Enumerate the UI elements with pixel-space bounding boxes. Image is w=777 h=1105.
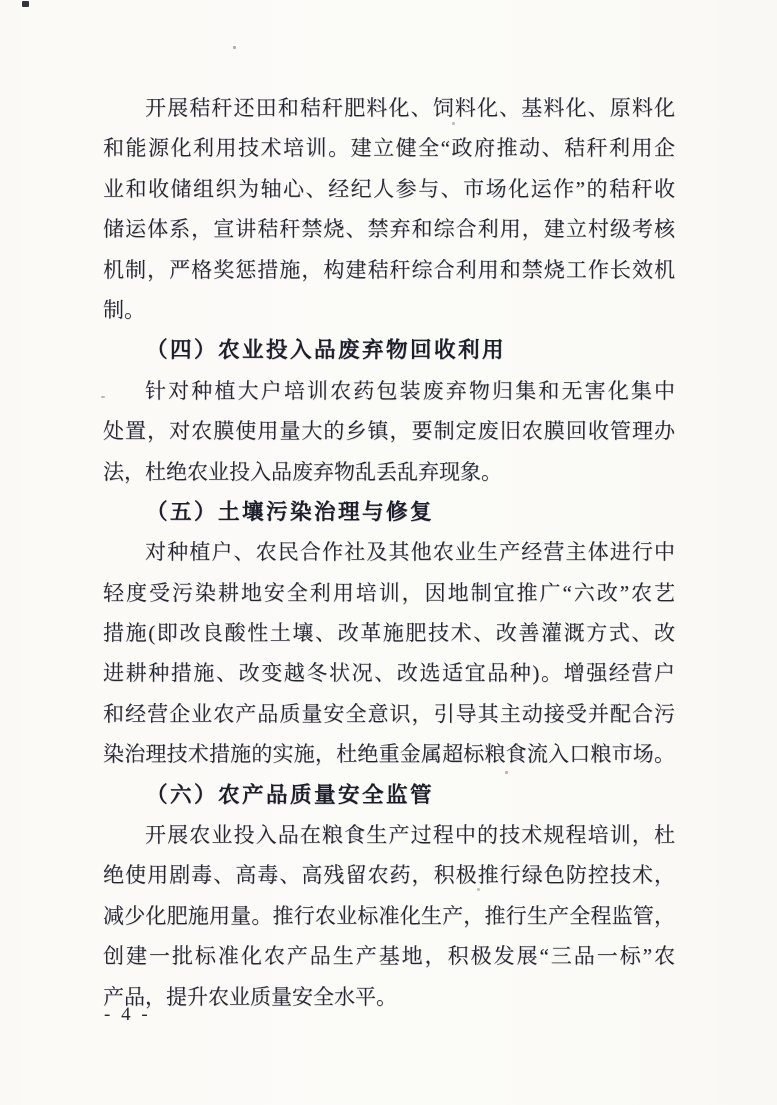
paragraph-line: 轻度受污染耕地安全利用培训，因地制宜推广“六改”农艺 — [103, 580, 675, 605]
paragraph-line: 产品，提升农业质量安全水平。 — [103, 984, 397, 1009]
document-body — [103, 88, 675, 1017]
scan-artifact — [22, 1, 29, 7]
paragraph-line: 开展农业投入品在粮食生产过程中的技术规程培训，杜 — [145, 823, 675, 848]
paragraph-line: 开展秸秆还田和秸秆肥料化、饲料化、基料化、原料化 — [145, 96, 675, 120]
section-heading: （六）农产品质量安全监管 — [146, 782, 435, 807]
paragraph-line: 和能源化利用技术培训。建立健全“政府推动、秸秆利用企 — [103, 136, 675, 161]
paragraph-line: 措施(即改良酸性土壤、改革施肥技术、改善灌溉方式、改 — [103, 621, 675, 646]
paragraph-line: 染治理技术措施的实施，杜绝重金属超标粮食流入口粮市场。 — [103, 742, 675, 767]
paragraph-line: 处置，对农膜使用量大的乡镇，要制定废旧农膜回收管理办 — [103, 419, 675, 444]
section-heading: （四）农业投入品废弃物回收利用 — [146, 338, 507, 363]
page-number: - 4 - — [104, 1004, 151, 1025]
paragraph-line: 对种植户、农民合作社及其他农业生产经营主体进行中 — [145, 540, 675, 565]
paragraph-line: 创建一批标准化农产品生产基地，积极发展“三品一标”农 — [103, 944, 675, 969]
paragraph-line: 减少化肥施用量。推行农业标准化生产，推行生产全程监管， — [103, 903, 675, 928]
paragraph-line: 和经营企业农产品质量安全意识，引导其主动接受并配合污 — [103, 701, 675, 726]
paragraph-line: 储运体系，宣讲秸秆禁烧、禁弃和综合利用，建立村级考核 — [103, 217, 675, 242]
section-heading: （五）土壤污染治理与修复 — [146, 499, 435, 524]
paragraph-line: 进耕种措施、改变越冬状况、改选适宜品种)。增强经营户 — [103, 661, 675, 686]
paragraph-line: 制。 — [103, 297, 145, 322]
scan-artifact — [233, 46, 236, 49]
paragraph-line: 业和收储组织为轴心、经纪人参与、市场化运作”的秸秆收 — [103, 176, 675, 201]
paragraph-line: 法，杜绝农业投入品废弃物乱丢乱弃现象。 — [103, 459, 502, 484]
paragraph-line: 针对种植大户培训农药包装废弃物归集和无害化集中 — [145, 378, 675, 403]
paragraph-line: 绝使用剧毒、高毒、高残留农药，积极推行绿色防控技术， — [103, 863, 675, 888]
paragraph-line: 机制，严格奖惩措施，构建秸秆综合利用和禁烧工作长效机 — [103, 257, 675, 282]
